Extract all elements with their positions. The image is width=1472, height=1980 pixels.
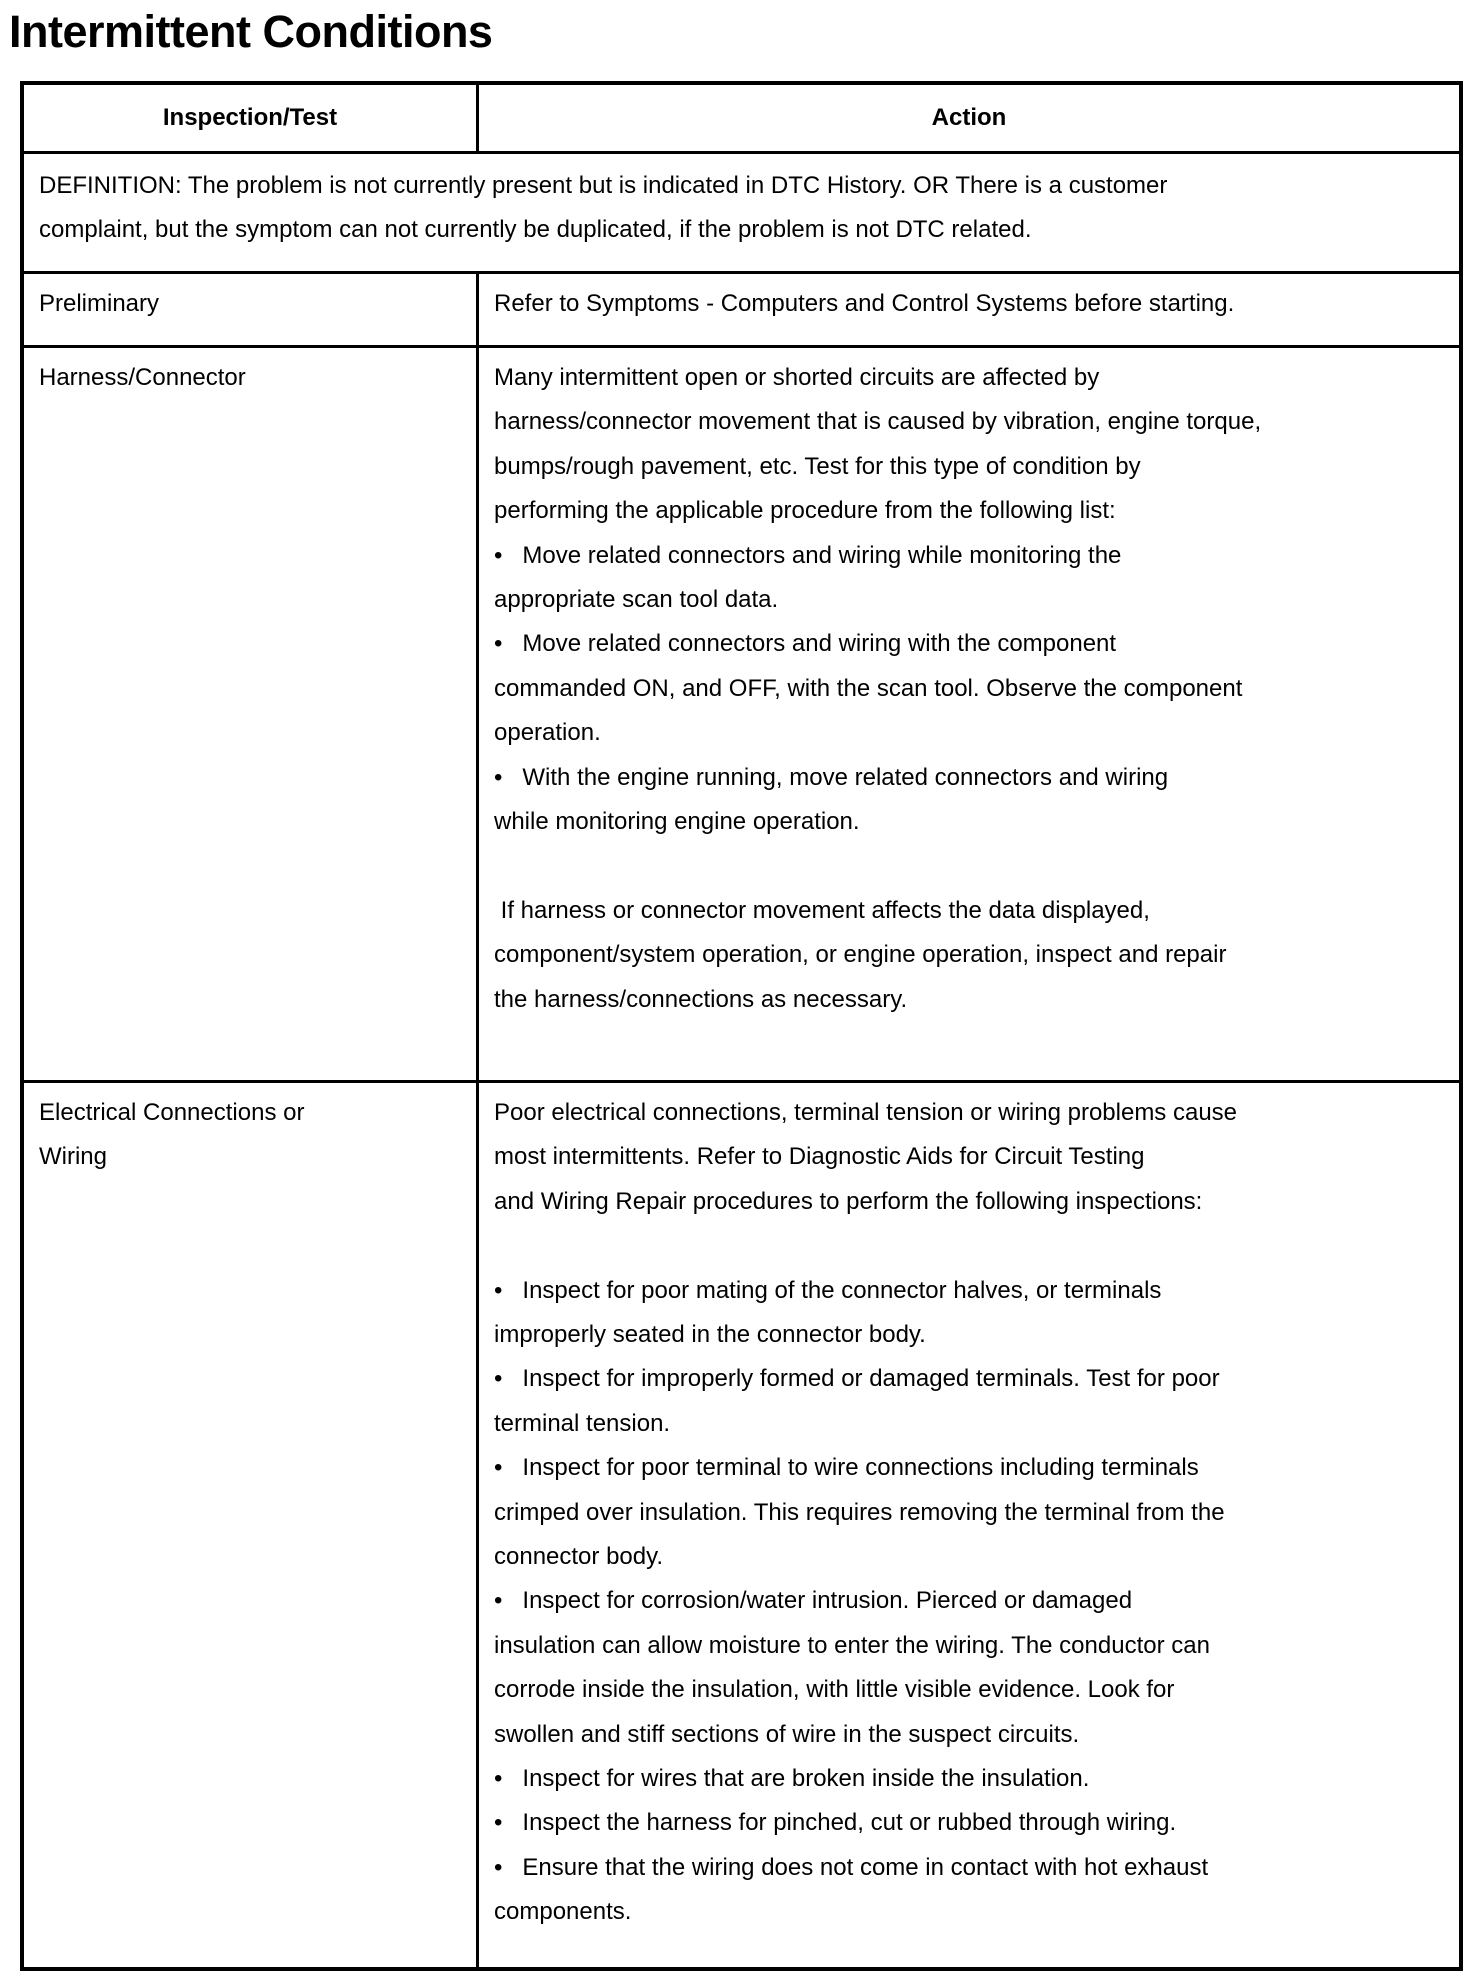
action-line: harness/connector movement that is caused by vibration, engine torque, bbox=[494, 408, 1262, 436]
action-line: If harness or connector movement affects the data displayed, bbox=[494, 896, 1150, 924]
action-text bbox=[479, 1083, 1459, 1935]
action-line: terminal tension. bbox=[494, 1409, 671, 1437]
action-line: • Move related connectors and wiring while monitoring the bbox=[494, 541, 1122, 569]
action-line: components. bbox=[494, 1898, 632, 1926]
action-cell bbox=[478, 1082, 1462, 1970]
header-action: Action bbox=[478, 83, 1462, 153]
test-line: Electrical Connections or bbox=[39, 1099, 305, 1126]
action-line: Refer to Symptoms - Computers and Control Systems before starting. bbox=[494, 290, 1235, 317]
action-line: improperly seated in the connector body. bbox=[494, 1321, 926, 1349]
test-cell bbox=[22, 347, 478, 1082]
test-line: Wiring bbox=[39, 1143, 108, 1171]
action-line: performing the applicable procedure from the following list: bbox=[494, 497, 1116, 525]
test-line: Harness/Connector bbox=[39, 364, 246, 391]
action-line: • Inspect for improperly formed or damaged terminals. Test for poor bbox=[494, 1365, 1220, 1393]
action-line: • Inspect for poor mating of the connector halves, or terminals bbox=[494, 1276, 1162, 1304]
definition-line: DEFINITION: The problem is not currently present but is indicated in DTC History. OR There is a customer bbox=[39, 172, 1168, 199]
action-line: while monitoring engine operation. bbox=[494, 808, 860, 836]
header-inspection-test: Inspection/Test bbox=[22, 83, 478, 153]
action-cell bbox=[478, 273, 1462, 347]
action-line: component/system operation, or engine operation, inspect and repair bbox=[494, 941, 1227, 969]
action-line: operation. bbox=[494, 719, 601, 747]
action-line: corrode inside the insulation, with little visible evidence. Look for bbox=[494, 1676, 1175, 1704]
table-row-preliminary bbox=[22, 273, 1461, 347]
action-line: crimped over insulation. This requires removing the terminal from the bbox=[494, 1498, 1225, 1526]
action-line: • Ensure that the wiring does not come in contact with hot exhaust bbox=[494, 1853, 1209, 1881]
table-row-harness-connector bbox=[22, 347, 1461, 1082]
test-cell bbox=[22, 1082, 478, 1970]
action-line: commanded ON, and OFF, with the scan tool. Observe the component bbox=[494, 674, 1243, 702]
action-line: the harness/connections as necessary. bbox=[494, 985, 908, 1013]
test-cell bbox=[22, 273, 478, 347]
action-line: most intermittents. Refer to Diagnostic Aids for Circuit Testing bbox=[494, 1143, 1145, 1171]
action-text bbox=[479, 348, 1459, 1022]
action-line: appropriate scan tool data. bbox=[494, 586, 779, 614]
table-row-electrical-connections bbox=[22, 1082, 1461, 1970]
definition-line: complaint, but the symptom can not currently be duplicated, if the problem is not DTC related. bbox=[39, 216, 1032, 244]
action-line: insulation can allow moisture to enter the wiring. The conductor can bbox=[494, 1631, 1210, 1659]
test-line: Preliminary bbox=[39, 290, 160, 317]
action-line: • Inspect for wires that are broken inside the insulation. bbox=[494, 1765, 1090, 1793]
action-text bbox=[479, 274, 1459, 326]
action-line: swollen and stiff sections of wire in the suspect circuits. bbox=[494, 1720, 1080, 1748]
action-line: Many intermittent open or shorted circuits are affected by bbox=[494, 364, 1100, 391]
definition-row bbox=[22, 153, 1461, 273]
action-line: Poor electrical connections, terminal tension or wiring problems cause bbox=[494, 1099, 1238, 1126]
page-title: Intermittent Conditions bbox=[9, 6, 493, 57]
action-line bbox=[494, 844, 1445, 888]
test-text bbox=[24, 1083, 476, 1180]
table-header-row bbox=[22, 83, 1461, 153]
action-cell bbox=[478, 347, 1462, 1082]
intermittent-conditions-table bbox=[20, 81, 1463, 1971]
action-line: • Inspect for poor terminal to wire connections including terminals bbox=[494, 1454, 1199, 1482]
action-line: • Inspect for corrosion/water intrusion. Pierced or damaged bbox=[494, 1587, 1133, 1615]
action-line: • Move related connectors and wiring with the component bbox=[494, 630, 1117, 658]
test-text bbox=[24, 274, 476, 326]
action-line: and Wiring Repair procedures to perform the following inspections: bbox=[494, 1187, 1203, 1215]
action-line: bumps/rough pavement, etc. Test for this type of condition by bbox=[494, 452, 1141, 480]
action-line: • With the engine running, move related connectors and wiring bbox=[494, 763, 1169, 791]
definition-cell bbox=[22, 153, 1461, 273]
action-line bbox=[494, 1224, 1445, 1268]
test-text bbox=[24, 348, 476, 400]
action-line: • Inspect the harness for pinched, cut or rubbed through wiring. bbox=[494, 1809, 1177, 1837]
action-line: connector body. bbox=[494, 1543, 663, 1571]
